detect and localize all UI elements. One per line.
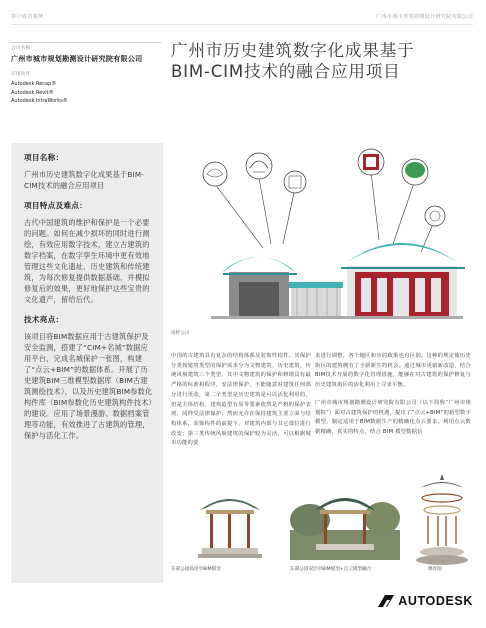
detail-circle-red <box>358 149 384 175</box>
title-line-1: 广州市历史建筑数字化成果基于 <box>171 41 415 60</box>
company-name: 广州市城市规划勘测设计研究院有限公司 <box>11 55 143 63</box>
features-text: 古代中国建筑的维护和保护是一个必要的问题。如何在减少损坏的同时进行测绘，有效应用数字技术，建立古建筑的数字档案，在数字孪生环境中更有效地管理这些文化遗址、历史建筑和传统建筑，为每次修复提供数据基础，并模拟修复后的效果，更好地保护这些宝贵的文化遗产，留给后代。 <box>24 218 150 304</box>
software-item: Autodesk Recap® <box>11 81 57 87</box>
highlights-label: 技术亮点： <box>24 315 64 324</box>
body-paragraph: 广州市城市规划勘测设计研究院有限公司（以下简称“广州市规划院”）面对古建筑保护的机遇，提出了“点云+BIM”的新型数字模型，制定适用于BIM数据生产的精确化点云要求，利用点云数据精确，真实的特点，结合 BIM 模型数据信 <box>315 399 471 435</box>
project-sidebar <box>11 143 163 583</box>
pavilion-pointcloud-fusion <box>290 470 400 566</box>
figure-caption: 南野公司 <box>171 331 190 336</box>
caption-right: 爆炸图 <box>428 567 442 572</box>
software-label: 应用软件 <box>11 72 31 77</box>
company-info <box>11 44 161 106</box>
body-column-1 <box>171 352 311 457</box>
detail-circle <box>425 206 445 226</box>
title-line-2: BIM-CIM技术的融合应用项目 <box>171 62 401 81</box>
exploded-view <box>412 470 472 566</box>
detail-circle <box>284 171 306 193</box>
company-label: 公司名称 <box>11 46 31 51</box>
detail-circle <box>246 153 272 179</box>
page-title <box>171 40 471 82</box>
body-column-2 <box>315 352 471 446</box>
header-company: 广州市城市规划勘测设计研究院有限公司 <box>376 14 473 20</box>
caption-middle: 东部公园双层亭BIM模型+点云模型融合 <box>290 567 372 572</box>
software-item: Autodesk Revit® <box>11 89 54 96</box>
pavilion-bim-model <box>190 470 270 566</box>
body-paragraph: 中国的古建筑具有复杂的结构体系及装饰性构件。其保护分类按建筑类型的保护需求分为文物建筑、历史建筑、传统风貌建筑三个类型，其中文物建筑的保护和修缮具有最严格的标准和程序，安法律保护，不能随意对建筑任何部分进行更改，第二个类型是历史建筑是可以活化利用的，但是主体结构，建筑造型有原等要素依然是严格的保护表现，同样受法律保护；然而允许在保持建筑主要立面与结构体系，装饰构件的前提下，对建筑内部与其它部位进行改变；第三类传统风貌建筑的保护较为灵活，可以根据城市功能的要 <box>171 353 311 447</box>
body-paragraph: 求进行调整，各个地区和应的政策也有区别。这种的规定使历史街区的建筑拥有了全新新生的机会。通过城市更新新改造，结合BIM技术开展的数字化管理措施，能够在对古建筑的保护修复与历史建筑街区的活化利用上寻求平衡。 <box>315 353 471 389</box>
highlights-text: 该项目将BIM数据应用于古建筑保护及安全监测，搭建了“CIM+名城”数据应用平台，完成名城保护一张图，构建了“点云+BIM”的数据体系。开展了历史建筑BIM三维模型数据库（BIM古建筑测绘技术），以及历史建筑BIM参数化构件库（BIM参数化历史建筑构件技术）的建设。应用了场景漫游、数据档案管理等功能，有效推进了古建筑的管理，保护与活化工作。 <box>24 332 153 440</box>
autodesk-logo-text: AUTODESK <box>398 594 473 608</box>
header-divider <box>11 24 473 25</box>
detail-circle <box>203 162 227 186</box>
caption-left: 东部公园高度亭BIM模型 <box>171 567 221 572</box>
software-item: Autodesk InfraWorks® <box>11 98 68 104</box>
callout-lines <box>215 172 433 252</box>
detail-circle-green <box>402 159 428 185</box>
project-name: 广州市历史建筑数字化成果基于BIM-CIM技术的融合应用项目 <box>24 170 145 190</box>
autodesk-logo <box>378 594 473 608</box>
building-bim-figure <box>171 148 471 328</box>
project-name-label: 项目名称： <box>24 153 64 162</box>
header-category: 客户成功案例 <box>11 14 44 20</box>
company-block-divider <box>11 42 161 43</box>
autodesk-logo-icon <box>378 595 394 607</box>
features-label: 项目特点及难点： <box>24 201 88 210</box>
